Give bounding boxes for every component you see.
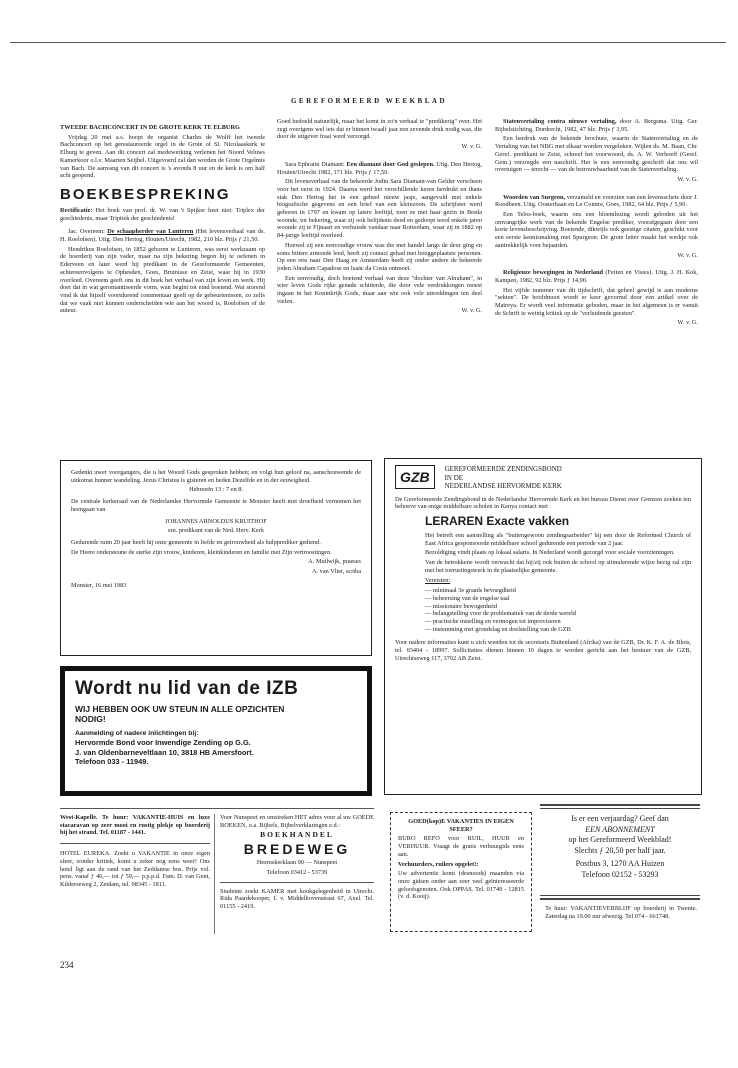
wv-meta: verzameld en voorzien van een levensschets door J. Roodbeen. Uitg. Oosterbaan en Le Cointre, Goes, 1982, 64 blz. Prijs ƒ 5,90. xyxy=(495,193,698,209)
gzb-headline1: LERAREN xyxy=(425,513,484,528)
shop-tel: Telefoon 03412 - 53739 xyxy=(266,868,328,876)
gzb-headline xyxy=(425,514,691,529)
sv-title: Statenvertaling contra nieuwe vertaling, xyxy=(503,118,617,125)
book2-meta: Uitg. Den Hertog, Houten/Utrecht 1982, 171 blz. Prijs ƒ 17,50. xyxy=(277,160,483,176)
classified-left xyxy=(60,814,210,891)
izb-sub: WIJ HEBBEN OOK UW STEUN IN ALLE OPZICHTEN NODIG! xyxy=(75,704,285,724)
column-2 xyxy=(277,118,482,317)
classified-rule-left xyxy=(60,808,374,809)
sv-meta: door A. Bergsma. Uitg. Ger. Bijbelstichting, Dordrecht, 1982, 47 blz. Prijs ƒ 3,95. xyxy=(495,118,698,133)
ad-twente: Te huur: VAKANTIEVERBLIJF op boerderij in Twente. Zaterdag na 19.00 uur afwezig. Tel 074 - 661748. xyxy=(545,905,697,920)
wv-title: Woorden van Surgeon, xyxy=(503,193,566,201)
goed-head: GOED(kop)E VAKANTIES IN EIGEN SFEER? xyxy=(408,818,514,833)
memorial-sign2: A. van Vliet, scriba xyxy=(311,568,361,576)
gzb-intro: De Gereformeerde Zendingsbond in de Nederlandse Hervormde Kerk en het bureau Dienst over Grenzen zoeken ten behoeve van enige middelbare scholen in Kenya contact met xyxy=(395,495,691,511)
gzb-org2: IN DE xyxy=(444,473,464,482)
col3-sig2: W. v. G. xyxy=(677,251,698,259)
shop-name-1: BOEKHANDEL xyxy=(260,830,334,840)
classified-divider-1 xyxy=(214,814,215,934)
col3-sig3: W. v. G. xyxy=(677,319,698,327)
goed-text2: Uw advertentie komt (desnoods) maanden via onze gidsen onder aan zeer veel geïnteresseerde geloofsgenoten. Ook OPPAS. Tel. 01749 - 12815 (v. d. Kooij). xyxy=(398,870,524,901)
memorial-notice xyxy=(60,460,372,656)
bach-text: Vrijdag 20 mei a.s. hoopt de organist Charles de Wolff het tweede Bachconcert op het gerestaureerde orgel in de Grote of St. Nicolaaskerk te Elburg te geven. Aan dit concert zal medewerking verlenen het Noord Veluws Kamerkoor o.l.v. Maarten Seijbel. Uitgevoerd zal dan worden de Grote Orgelmis van Bach. De aanvang van dit concert is 's avonds 8 uur en de kerk is om half acht geopend. xyxy=(60,133,265,180)
ad-goedkope-vakanties xyxy=(390,812,532,932)
col2-sig1: W. v. G. xyxy=(461,143,482,151)
jarig-3: op het Gereformeerd Weekblad! xyxy=(568,835,672,844)
book1-meta: (Het levensverhaal van ds. H. Roelofsen). Uitg. Den Hertog, Houten/Utrecht, 1982, 210 blz. Prijs ƒ 21,50. xyxy=(60,228,265,244)
gzb-p1: Het betreft een aanstelling als "buitengewoon zendingsarbeider" bij een door de Reformed Church of East Africa gesponsoorde middelbare school gedurende een periode van 2 jaar. xyxy=(425,531,691,547)
book1-text: Hendrikus Roelofsen, in 1852 geboren te Lunteren, was eerst werkzaam op de boerderij van zijn vader, maar na zijn bekering begon hij te oefenen in Ederveen en later werd hij predikant in de Gereformeerde Gemeenten, achtereenvolgens te Ophesden, Goes, Bruinisse en Zeist, waar hij in 1930 overleed. Overeem geeft ons in dit boek het verhaal van zijn leven en werk. Hij doet dat in wat geromantiseerde vorm, wan begint tot eind boeiend. Wat storend vind ik dat hijzelf voortdurend commentaar geeft op de gebeurtenissen, zo zelfs dat we vaak niet kunnen onderscheiden wie aan het woord is, Roelofsen of de auteur. xyxy=(60,245,265,315)
gzb-req-2: — missionaire bewogenheid xyxy=(425,602,498,610)
gzb-ad xyxy=(384,458,702,795)
memorial-p1: Gedurende ruim 20 jaar heeft hij onze gemeente in liefde en getrouwheid als hulpprediker gediend. xyxy=(71,538,321,546)
book2-p3: Een eenvoudig, doch boeiend verhaal van deze "dochter van Abraham", in wier leven Gods rijke genade schitterde, die door vele verdrukkingen moest ingaan in het Koninkrijk Gods, maar aan wie ook vele uitreddingen ten deel vielen. xyxy=(277,274,482,305)
jarig-bottom-border xyxy=(540,895,700,900)
jarig-top-border xyxy=(540,804,700,809)
gzb-req-3: — belangstelling voor de problematiek van de derde wereld xyxy=(425,610,577,618)
rb-title: Religieuze bewegingen in Nederland xyxy=(503,269,603,277)
gzb-logo: GZB xyxy=(395,465,435,489)
izb-l3: J. van Oldenbarneveltlaan 10, 3818 HB Amersfoort. xyxy=(75,747,254,757)
gzb-req-4: — practische instelling en vermogen tot improviseren xyxy=(425,617,561,625)
memorial-p2: De Heere ondersteune de sterke zijn vrouw, kinderen, kleinkinderen en familie met Zijn vertroostingen. xyxy=(71,548,332,556)
gzb-req-0: — minimaal 3e graads bevoegdheid xyxy=(425,587,516,595)
shop-addr: Heemskerklaan 90 — Nunspeet xyxy=(256,859,338,867)
book2-p1: Dit levensverhaal van de bekeerde Jodin Sara Diamant-van Gelder verscheen voor het eerst in 1924. Daarna werd het verschillende keren herdrukt en thans stak Den Hertog het in een geheel nieuw jasje, aangevuld met enkele biografische gegevens en een brief van een kleinzoon. De schrijfster werd geboren in 1797 en kwam op latere leeftijd, toen ze met haar gezin in Breda woonde, tot bekering, waar zij ook belijdenis deed en gedoopt werd enkele jaren woonde zij te Fijnaart en verhuisde vandaar naar Rotterdam, waar zij in 1882 op 84-jarige leeftijd overleed. xyxy=(277,178,482,240)
memorial-sign1: A. Muilwijk, praeses xyxy=(308,558,361,566)
section-title: BOEKBESPREKING xyxy=(60,185,231,203)
column-3 xyxy=(495,118,698,329)
jarig-5: Postbus 3, 1270 AA Huizen xyxy=(575,859,665,868)
gzb-foot: Voor nadere informaties kunt u zich wenden tot de secretaris Buitenland (Afrika) van de GZB, Dr. K. F. A. de Blois, tel. 03404 - 18997. Sollicitaties dienen binnen 10 dagen te worden gericht aan het bestuur van de GZB, Utrechtseweg 117, 3702 AB Zeist. xyxy=(395,639,691,662)
shop-name-2: BREDEWEG xyxy=(243,841,351,858)
sv-text: Een herdruk van de bekende brochure, waarin de Statenvertaling en de Vertaling van het NBG met elkaar worden vergeleken. Wijlen ds. M. Baan, Chr. Geref. predikant te Zeist, schreef het voorwoord, ds. A. W. Verhoeff (Geref. Gem.) verzorgde een naschrift. Het is een eenvoudig geschrift dat ons wil overtuigen — terecht — van de betrouwbaarheid van de Statenvertaling. xyxy=(495,135,698,174)
book1-author: Jac. Overeem: xyxy=(68,228,105,236)
izb-l1: Aanmelding of nadere inlichtingen bij: xyxy=(75,730,199,737)
page-header-title: GEREFORMEERD WEEKBLAD xyxy=(290,97,448,105)
gzb-req-5: — instemming met grondslag en doelstelling van de GZB xyxy=(425,625,571,633)
izb-ad xyxy=(60,666,372,796)
goed-text: BURO REFO voor RUIL, HUUR en VERHUUR. Vraagt de gratis verhuurgids eens aan. xyxy=(398,835,524,858)
book2-author: Sara Ephraim Diamant: xyxy=(285,160,345,168)
page-number: 234 xyxy=(60,960,74,970)
izb-l2: Hervormde Bond voor Inwendige Zending op G.G. xyxy=(75,738,251,747)
book2-p2: Hoewel zij een eenvoudige vrouw was die met handel langs de deur ging en soms bittere armoede leed, heeft zij contact gehad met hooggeplaatste personen. Op een reis naar Den Haag en Amsterdam heeft zij onder andere de bekeerde joden Abraham Capadose en Isaäc da Costa ontmoet. xyxy=(277,241,482,272)
ad-nunspeet: Voor Nunspeet en omstreken HET adres voor al uw GOEDE BOEKEN, o.a. Bijbels, Bijbelverklaringen e.d.: xyxy=(220,814,374,829)
memorial-place: Monster, 16 mei 1983 xyxy=(71,581,127,589)
col2-sig2: W. v. G. xyxy=(461,307,482,315)
gzb-p3: Van de betrokkene wordt verwacht dat hij/zij ook buiten de school op stimulerende wijze bezig zal zijn met het toerustingswerk in de plaatselijke gemeente. xyxy=(425,559,691,574)
gzb-req-1: — beheersing van de engelse taal xyxy=(425,594,510,602)
izb-title: Wordt nu lid van de IZB xyxy=(75,678,299,699)
jarig-2: EEN ABONNEMENT xyxy=(585,824,655,834)
classified-middle xyxy=(220,814,374,913)
rb-meta: (Feiten en Visies). Uitg. J. H. Kok, Kampen, 1982, 92 blz. Prijs ƒ 14,90. xyxy=(495,269,699,284)
memorial-ref: Hebreeën 13 : 7 en 8. xyxy=(189,486,243,494)
ad-abonnement xyxy=(540,814,700,880)
izb-l4: Telefoon 033 - 11949. xyxy=(75,757,149,766)
jarig-1: Is er een verjaardag? Geef dan xyxy=(571,814,669,823)
ad-kamer: Studente zoekt KAMER met kookgelegenheid in Utrecht. Rida Paardekooper, I. v. Middelhovenstraat 67, Axel. Tel. 01155 - 2419. xyxy=(220,887,374,910)
gzb-org1: GEREFORMEERDE ZENDINGSBOND xyxy=(444,465,562,473)
col3-sig1: W. v. G. xyxy=(677,175,698,183)
ad-westkapelle: West-Kapelle. Te huur: VAKANTIE-HUIS en luxe stacaravan op zeer mooi en rustig plekje op boerderij bij het strand. Tel. 01187 - 1441. xyxy=(60,814,210,837)
jarig-4: Slechts ƒ 20,50 per half jaar. xyxy=(574,845,666,855)
memorial-name: JOHANNES ARNOLDUS KRUITHOF xyxy=(165,517,267,525)
gzb-headline2: Exacte vakken xyxy=(486,513,570,528)
memorial-role: em. predikant van de Ned. Herv. Kerk xyxy=(168,527,264,535)
ad-eureka: HOTEL EUREKA. Zoekt u VAKANTIE in onze eigen sfeer, zonder kritiek, komt u zeker nog eens weer! Ons hotel ligt aan de rand van het Zeddamse bos. Prijs vol. pens. vanaf ƒ 46,— tot ƒ 59,— p.p.p.d. Fam. D. van Gent, Kilderseweg 2, Zetdam, tel. 08345 - 1811. xyxy=(60,850,210,888)
book1-title: De schaapherder van Lunteren xyxy=(107,228,194,236)
gzb-req-head: Vereisten: xyxy=(425,577,451,585)
memorial-intro: De centrale kerkeraad van de Nederlandse Hervormde Gemeente te Monster heeft met droefheid vernomen het heengaan van xyxy=(71,498,361,513)
column-1 xyxy=(60,124,265,317)
rect-text: Het boek van prof. dr. W. van 't Spijker heet niet: Triplex der geschiedenis, maar Triptiek der geschiedenis! xyxy=(60,206,266,222)
rect-label: Rectificatie: xyxy=(60,206,93,214)
bach-heading: TWEEDE BACHCONCERT IN DE GROTE KERK TE ELBURG xyxy=(60,124,240,131)
gzb-header xyxy=(395,465,691,491)
wv-text: Een Telos-boek, waarin ons een bloemlezing wordt geboden uit het omvangrijke werk van de bekende Engelse prediker, voorafgegaan door een korte levensbeschrijving. Boeiende, dikwijls ook geestige citaten, geschikt voor een eerste kennismaking met Spurgeon. De grote letter maakt het werkje ook aantrekkelijk voor bejaarden. xyxy=(495,211,698,249)
gzb-org3: NEDERLANDSE HERVORMDE KERK xyxy=(444,482,562,490)
book2-title: Een diamant door God geslepen. xyxy=(346,160,435,168)
col2-cont: Goed bedoeld natuurlijk, maar het komt in zo'n verhaal te "predikerig" over. Het zegt overigens wel iets dat er binnen twaalf jaar een zevende druk nodig was, die door de uitgever fraai werd verzorgd. xyxy=(277,118,482,141)
top-rule xyxy=(10,42,726,43)
rb-text: Het vijfde nummer van dit tijdschrift, dat geheel gewijd is aan moderne "sekten". De hoofdmoot wordt er keer gevormd door een artikel over de Matreya. Er wordt veel informatie geboden, maar in het algemeen is er vanuit de Schrift te weinig kritiek op de "verleidende geesten". xyxy=(495,286,698,317)
goed-sub: Verhuurders, ruilers opgelet!: xyxy=(398,860,479,868)
memorial-verse: Gedenkt uwer voorgangers, die u het Woord Gods gesproken hebben; en volgt hun geloof na, aanschouwende de uitkomst hunner wandeling. Jezus Christus is gisteren en heden Dezelfde en in der eeuwigheid. xyxy=(71,469,361,484)
gzb-p2: Bezoldiging vindt plaats op lokaal salaris. In Nederland wordt gezorgd voor sociale voorzieningen. xyxy=(425,549,675,557)
jarig-6: Telefoon 02152 - 53293 xyxy=(581,869,659,879)
